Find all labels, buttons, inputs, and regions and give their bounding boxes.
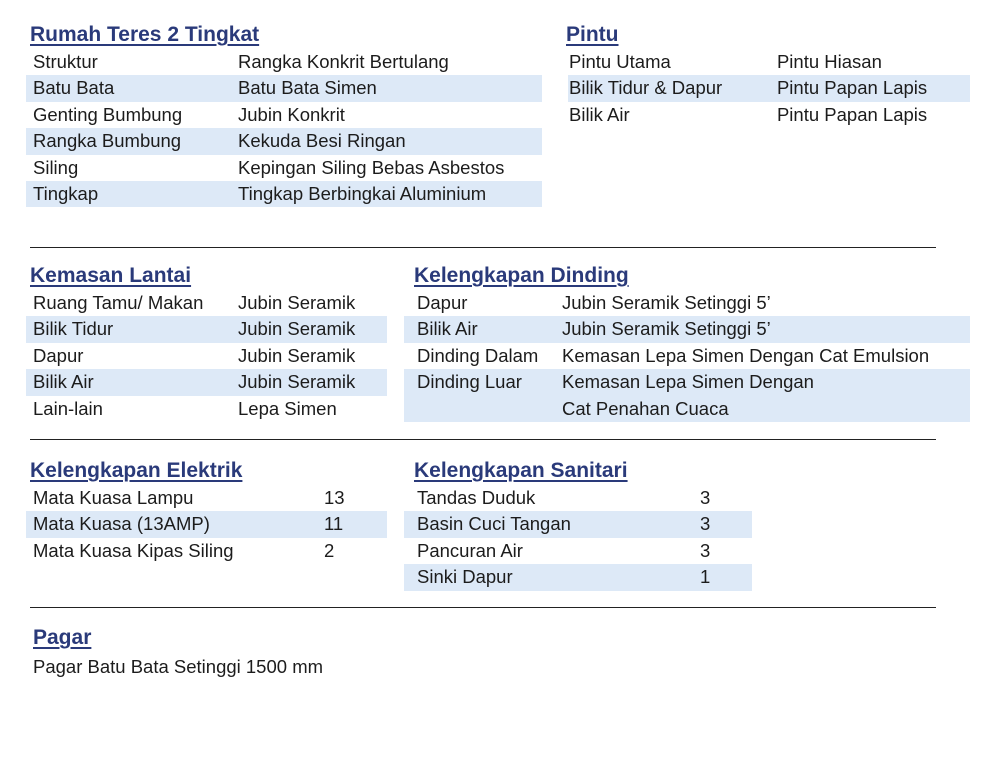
row-label: Rangka Bumbung: [33, 130, 182, 152]
row-label: Dinding Dalam: [417, 344, 539, 366]
table-row: [26, 102, 542, 128]
row-label: Bilik Tidur & Dapur: [569, 77, 723, 99]
table-row: [404, 485, 752, 511]
row-value: Pintu Papan Lapis: [776, 103, 928, 125]
pagar-text: Pagar Batu Bata Setinggi 1500 mm: [33, 656, 324, 677]
table-row: [26, 49, 542, 75]
table-row: [26, 181, 542, 207]
row-value: 3: [700, 513, 711, 535]
row-label: Ruang Tamu/ Makan: [33, 292, 204, 313]
spec-table-pintu: [568, 49, 970, 128]
row-label: Siling: [33, 156, 79, 178]
row-label: Dinding Luar: [417, 371, 522, 393]
table-row: [404, 343, 970, 369]
spec-table-lantai: [26, 290, 387, 422]
section-elektrik: [30, 458, 387, 564]
table-row: [404, 396, 970, 422]
row-label: Bilik Air: [33, 371, 94, 393]
row-label: Bilik Tidur: [33, 318, 114, 340]
row-label: Mata Kuasa Lampu: [33, 487, 194, 508]
section-lantai: [30, 263, 387, 422]
row-value: Tingkap Berbingkai Aluminium: [238, 182, 487, 204]
table-row: [404, 369, 970, 395]
row-label: Tandas Duduk: [417, 487, 536, 508]
row-value: Jubin Seramik Setinggi 5’: [562, 318, 771, 340]
row-value: Jubin Konkrit: [238, 103, 345, 125]
row-value: 3: [700, 539, 711, 561]
section-rumah: [30, 22, 542, 207]
row-value: Kekuda Besi Ringan: [238, 130, 406, 152]
row-label: Tingkap: [33, 182, 99, 204]
section-sanitari: [414, 458, 752, 591]
row-label: Genting Bumbung: [33, 103, 183, 125]
table-row: [404, 290, 970, 316]
table-row: [26, 396, 387, 422]
row-value: Kepingan Siling Bebas Asbestos: [238, 156, 505, 178]
row-label: Mata Kuasa Kipas Siling: [33, 539, 234, 561]
row-value: 13: [324, 487, 345, 508]
row-value: Jubin Seramik: [238, 344, 356, 366]
row-label: Pancuran Air: [417, 539, 523, 561]
spec-table-sanitari: [404, 485, 752, 591]
spec-table-elektrik: [26, 485, 387, 564]
table-row: [26, 538, 387, 564]
row-label: Batu Bata: [33, 77, 115, 99]
row-value: 3: [700, 487, 711, 508]
section-title-pagar: Pagar: [33, 626, 92, 649]
table-row: [404, 316, 970, 342]
section-title-elektrik: Kelengkapan Elektrik: [30, 459, 243, 482]
table-row: [404, 564, 752, 590]
section-title-dinding: Kelengkapan Dinding: [414, 264, 629, 287]
divider-2: [30, 439, 936, 440]
table-row: [26, 290, 387, 316]
spec-table-rumah: [26, 49, 542, 207]
spec-table-dinding: [404, 290, 970, 422]
row-value: 2: [324, 539, 335, 561]
row-value: Jubin Seramik: [238, 292, 356, 313]
section-title-rumah: Rumah Teres 2 Tingkat: [30, 23, 260, 46]
row-value: 1: [700, 566, 711, 588]
table-row: [26, 155, 542, 181]
row-value: Jubin Seramik: [238, 318, 356, 340]
divider-1: [30, 247, 936, 248]
table-row: [26, 485, 387, 511]
table-row: [26, 343, 387, 369]
row-value: Kemasan Lepa Simen Dengan: [562, 371, 814, 393]
row-value: Lepa Simen: [238, 397, 337, 419]
row-label: Lain-lain: [33, 397, 103, 419]
row-value: Jubin Seramik: [238, 371, 356, 393]
row-label: Mata Kuasa (13AMP): [33, 513, 210, 535]
row-label: [404, 396, 562, 422]
table-row: [26, 511, 387, 537]
row-value: 11: [324, 513, 344, 535]
row-label: Dapur: [33, 344, 84, 366]
row-label: Sinki Dapur: [417, 566, 513, 588]
row-label: Basin Cuci Tangan: [417, 513, 571, 535]
section-dinding: [414, 263, 970, 422]
row-label: Bilik Air: [569, 103, 630, 125]
table-row: [568, 75, 970, 101]
row-value: Pintu Papan Lapis: [776, 77, 928, 99]
section-pagar: [33, 625, 633, 680]
table-row: [404, 511, 752, 537]
table-row: [26, 369, 387, 395]
row-value: Jubin Seramik Setinggi 5’: [562, 292, 771, 313]
table-row: [568, 102, 970, 128]
divider-3: [30, 607, 936, 608]
table-row: [26, 75, 542, 101]
row-value: Cat Penahan Cuaca: [562, 397, 729, 419]
row-value: Kemasan Lepa Simen Dengan Cat Emulsion: [562, 344, 930, 366]
section-title-lantai: Kemasan Lantai: [30, 264, 192, 287]
row-label: Pintu Utama: [569, 51, 671, 72]
section-pintu: [566, 22, 970, 128]
row-label: Struktur: [33, 51, 98, 72]
row-value: Batu Bata Simen: [238, 77, 377, 99]
row-label: Dapur: [417, 292, 468, 313]
table-row: [26, 316, 387, 342]
table-row: [568, 49, 970, 75]
row-value: Rangka Konkrit Bertulang: [238, 51, 449, 72]
row-label: Bilik Air: [417, 318, 478, 340]
table-row: [404, 538, 752, 564]
section-title-pintu: Pintu: [566, 23, 619, 46]
row-value: Pintu Hiasan: [776, 51, 882, 72]
section-title-sanitari: Kelengkapan Sanitari: [414, 459, 628, 482]
table-row: [26, 128, 542, 154]
